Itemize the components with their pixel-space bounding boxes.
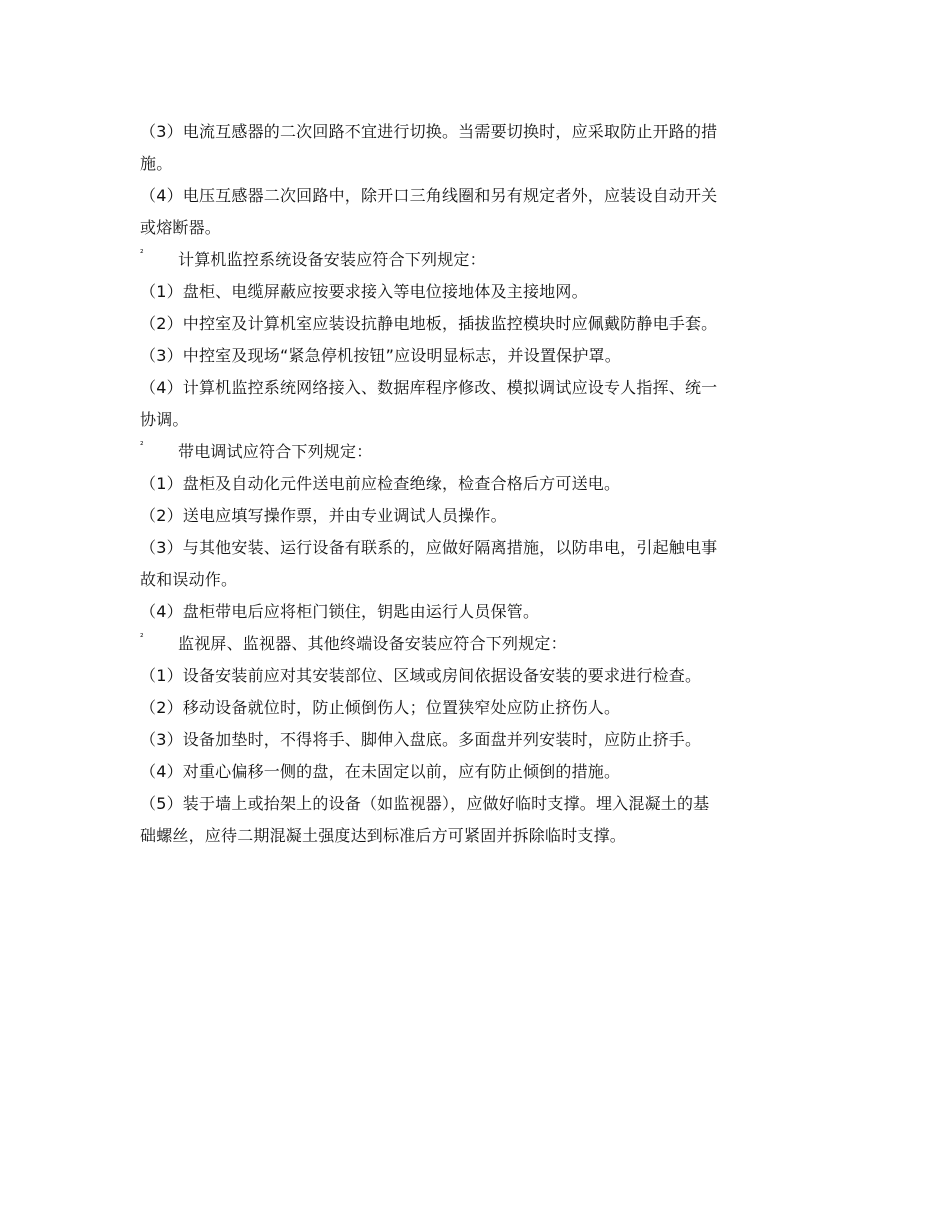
- text-line: （2）中控室及计算机室应装设抗静电地板，插拔监控模块时应佩戴防静电手套。: [140, 314, 718, 333]
- text-line: 或熔断器。: [140, 218, 222, 237]
- text-line: （3）设备加垫时，不得将手、脚伸入盘底。多面盘并列安装时，应防止挤手。: [140, 730, 702, 749]
- bullet-marker: ²: [140, 441, 144, 451]
- section-heading-text: 监视屏、监视器、其他终端设备安装应符合下列规定：: [178, 634, 567, 653]
- text-line: （2）移动设备就位时，防止倾倒伤人；位置狭窄处应防止挤伤人。: [140, 698, 621, 717]
- text-line: 故和误动作。: [140, 570, 238, 589]
- text-line: （1）盘柜及自动化元件送电前应检查绝缘，检查合格后方可送电。: [140, 474, 621, 493]
- section-heading: [140, 436, 820, 468]
- text-line: （4）计算机监控系统网络接入、数据库程序修改、模拟调试应设专人指挥、统一: [140, 378, 718, 397]
- text-line: （3）电流互感器的二次回路不宜进行切换。当需要切换时，应采取防止开路的措: [140, 122, 718, 141]
- text-line: 协调。: [140, 410, 189, 429]
- section-heading: [140, 628, 820, 660]
- text-line: （4）对重心偏移一侧的盘，在未固定以前，应有防止倾倒的措施。: [140, 762, 621, 781]
- section-heading-text: 带电调试应符合下列规定：: [178, 442, 373, 461]
- bullet-marker: ²: [140, 249, 144, 259]
- bullet-marker: ²: [140, 633, 144, 643]
- text-line: （5）装于墙上或抬架上的设备（如监视器），应做好临时支撑。埋入混凝土的基: [140, 794, 710, 813]
- text-line: （2）送电应填写操作票，并由专业调试人员操作。: [140, 506, 507, 525]
- text-line: （1）盘柜、电缆屏蔽应按要求接入等电位接地体及主接地网。: [140, 282, 588, 301]
- text-line: （4）电压互感器二次回路中，除开口三角线圈和另有规定者外，应装设自动开关: [140, 186, 718, 205]
- text-line: 础螺丝，应待二期混凝土强度达到标准后方可紧固并拆除临时支撑。: [140, 826, 627, 845]
- text-line: （1）设备安装前应对其安装部位、区域或房间依据设备安装的要求进行检查。: [140, 666, 702, 685]
- text-line: 施。: [140, 154, 173, 173]
- text-line: （3）中控室及现场“紧急停机按钮”应设明显标志，并设置保护罩。: [140, 346, 621, 365]
- text-line: （3）与其他安装、运行设备有联系的，应做好隔离措施，以防串电，引起触电事: [140, 538, 718, 557]
- text-line: （4）盘柜带电后应将柜门锁住，钥匙由运行人员保管。: [140, 602, 540, 621]
- section-heading-text: 计算机监控系统设备安装应符合下列规定：: [178, 250, 486, 269]
- section-heading: [140, 244, 820, 276]
- document-page: [140, 116, 820, 852]
